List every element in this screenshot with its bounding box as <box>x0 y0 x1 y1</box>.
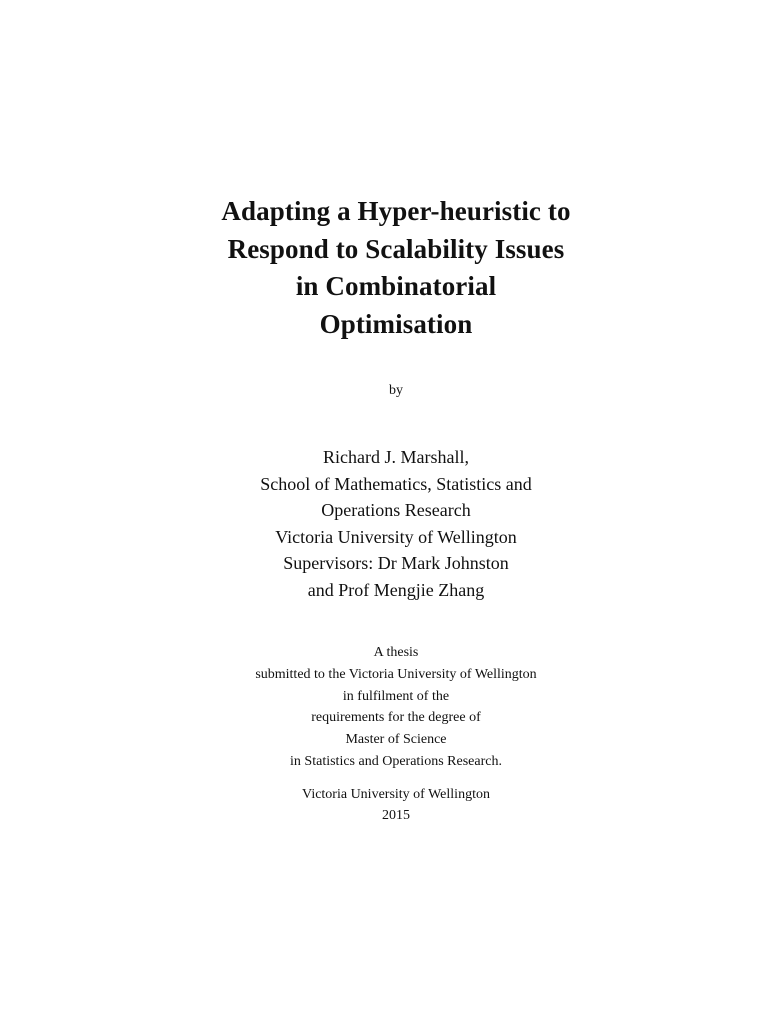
title-line: Optimisation <box>319 308 473 339</box>
title-line: Respond to Scalability Issues <box>227 233 565 264</box>
institution: Victoria University of Wellington <box>302 787 490 802</box>
thesis-statement <box>186 642 606 773</box>
supervisors: Supervisors: Dr Mark Johnston <box>283 553 509 573</box>
author-university: Victoria University of Wellington <box>275 526 517 547</box>
thesis-line: in fulfilment of the <box>342 688 450 704</box>
year: 2015 <box>382 808 410 823</box>
supervisors-cont: and Prof Mengjie Zhang <box>307 579 485 600</box>
thesis-line: requirements for the degree of <box>311 710 481 726</box>
thesis-line: in Statistics and Operations Research. <box>290 753 502 769</box>
title-line: in Combinatorial <box>295 271 497 301</box>
by-label: by <box>389 383 403 398</box>
degree: Master of Science <box>345 732 447 748</box>
author-school-cont: Operations Research <box>321 500 471 520</box>
author-block <box>196 444 596 603</box>
thesis-title <box>196 193 596 343</box>
author-school: School of Mathematics, Statistics and <box>260 473 532 494</box>
title-line: Adapting a Hyper-heuristic to <box>221 196 571 226</box>
institution-block <box>196 784 596 826</box>
author-name: Richard J. Marshall, <box>323 447 469 467</box>
thesis-line: A thesis <box>373 645 419 660</box>
thesis-line: submitted to the Victoria University of Wellington <box>255 666 537 682</box>
